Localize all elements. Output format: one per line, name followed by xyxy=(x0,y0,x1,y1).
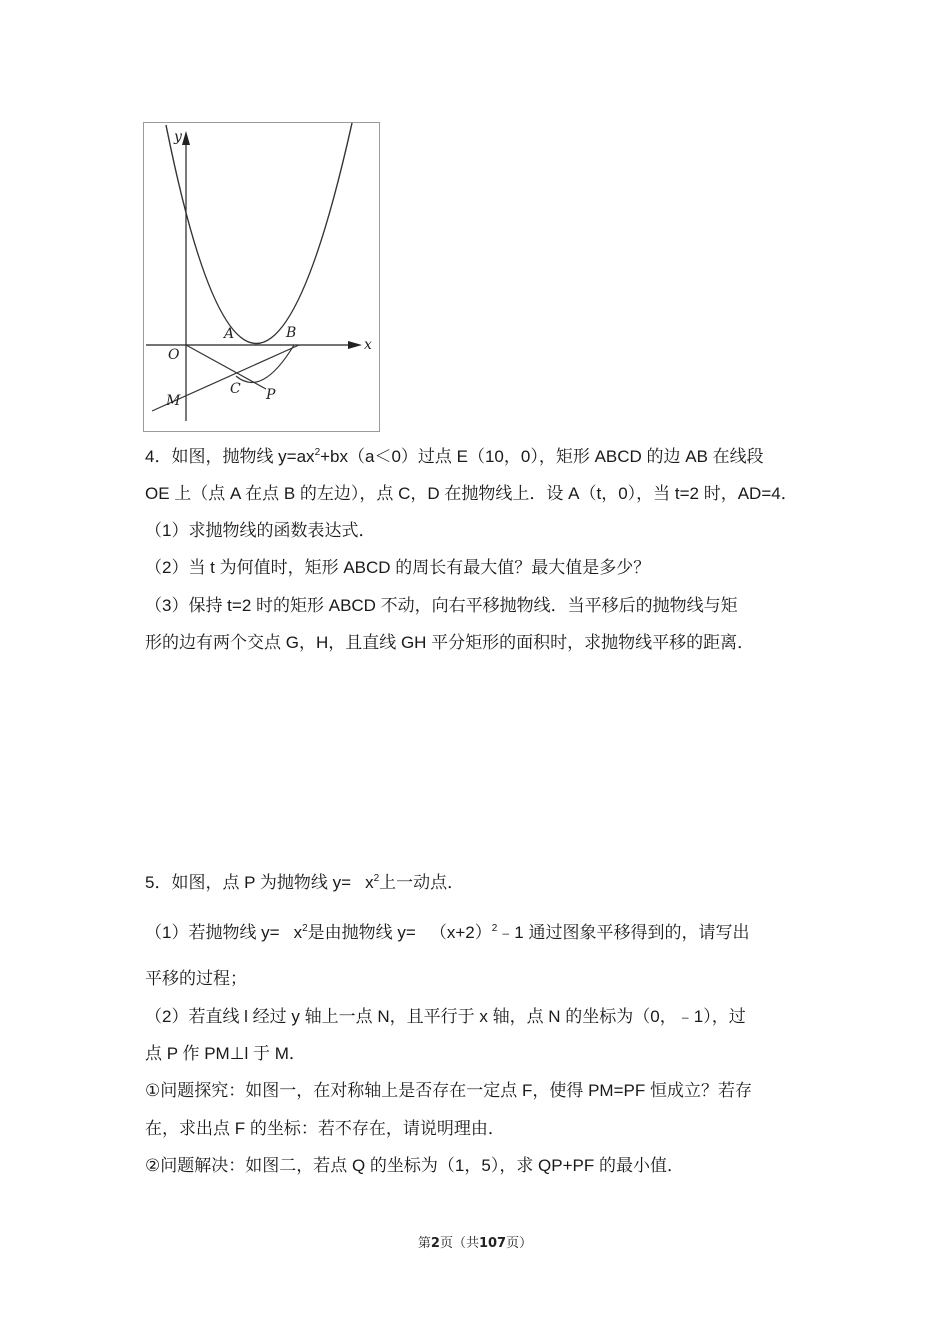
y-axis-arrow xyxy=(182,131,190,145)
q5-part-2-line-2: 点 P 作 PM⊥l 于 M． xyxy=(145,1044,306,1063)
q5-part-2-line-1: （2）若直线 l 经过 y 轴上一点 N，且平行于 x 轴，点 N 的坐标为（0，﹣1），过 xyxy=(145,1007,746,1026)
q5-sub-1-line-2: 在，求出点 F 的坐标：若不存在，请说明理由． xyxy=(145,1119,505,1138)
q4-line-2: OE 上（点 A 在点 B 的左边），点 C，D 在抛物线上．设 A（t，0），当 t=2 时，AD=4． xyxy=(145,484,798,503)
q4-part-1: （1）求抛物线的函数表达式． xyxy=(145,521,376,540)
q5-sub-2: ②问题解决：如图二，若点 Q 的坐标为（1，5），求 QP+PF 的最小值． xyxy=(145,1156,684,1175)
label-y: y xyxy=(174,129,182,145)
label-x: x xyxy=(364,337,372,353)
q5-line-1: 5．如图，点 P 为抛物线 $y= x^2$上一动点． xyxy=(145,873,465,892)
page-footer: 第2页（共107页） xyxy=(417,1236,533,1251)
label-O: O xyxy=(168,347,180,363)
q4-part-2: （2）当 t 为何值时，矩形 ABCD 的周长有最大值？最大值是多少？ xyxy=(145,558,651,577)
q5-sub-1-line-1: ①问题探究：如图一，在对称轴上是否存在一定点 F，使得 PM=PF 恒成立？若存 xyxy=(145,1081,752,1100)
q5-part-1-line-2: 平移的过程； xyxy=(145,969,247,988)
parabola-figure xyxy=(143,122,380,432)
label-M: M xyxy=(166,393,181,409)
parabola-curve xyxy=(166,123,352,344)
label-A: A xyxy=(224,326,235,342)
label-P: P xyxy=(266,387,276,403)
q4-part-3-line-1: （3）保持 t=2 时的矩形 ABCD 不动，向右平移抛物线．当平移后的抛物线与矩 xyxy=(145,596,738,615)
q4-line-1: 4．如图，抛物线 $y=ax^2+bx(a<0)$过点 E（10，0），矩形 ABCD 的边 AB 在线段 xyxy=(145,447,764,466)
line-OCP xyxy=(186,345,266,389)
label-C: C xyxy=(230,381,241,397)
q4-part-3-line-2: 形的边有两个交点 G，H，且直线 GH 平分矩形的面积时，求抛物线平移的距离． xyxy=(145,633,755,652)
x-axis-arrow xyxy=(348,341,362,349)
q5-part-1-line-1: （1）若抛物线 $y= x^2$是由抛物线 $y= (x+2)^2﹣1$ 通过图象平移得到的，请写出 xyxy=(145,923,750,942)
label-B: B xyxy=(286,325,297,341)
